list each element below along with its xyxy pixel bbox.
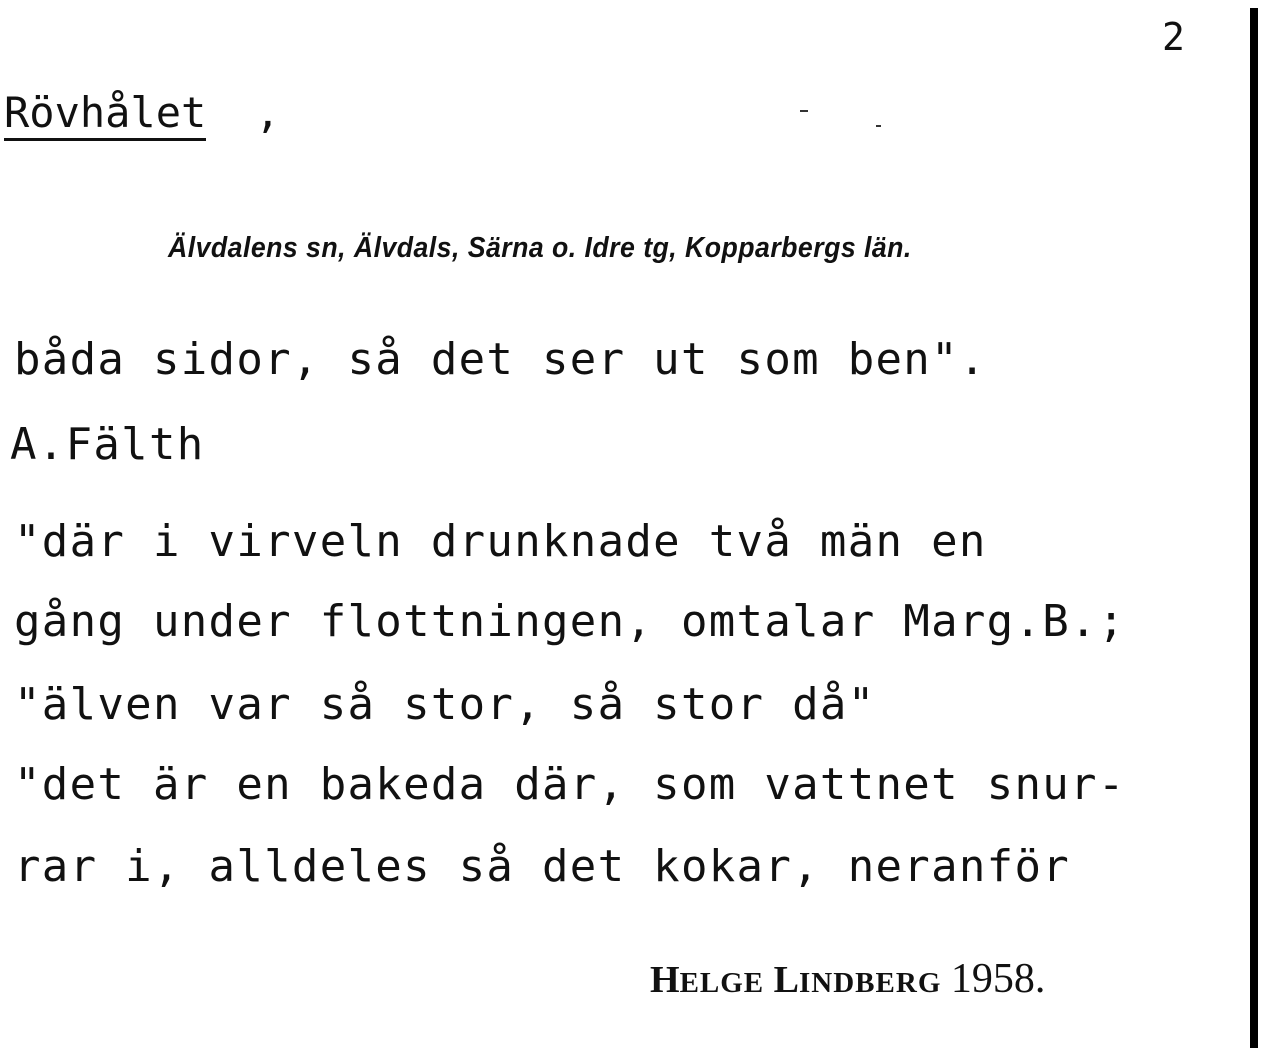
text-line-1: båda sidor, så det ser ut som ben". — [14, 334, 987, 385]
signature-first-rest: ELGE — [679, 967, 765, 999]
card-title-punctuation: , — [255, 88, 281, 137]
collector-signature — [650, 958, 1045, 1000]
parish-location-header: Älvdalens sn, Älvdals, Särna o. Idre tg, Kopparbergs län. — [168, 232, 912, 264]
card-edge-border — [1250, 8, 1258, 1048]
signature-last-rest: INDBERG — [799, 967, 942, 999]
card-title: Rövhålet — [4, 92, 206, 141]
signature-last-initial: L — [773, 959, 800, 1001]
text-line-3: "där i virveln drunknade två män en — [14, 516, 987, 567]
text-line-4: gång under flottningen, omtalar Marg.B.; — [14, 596, 1126, 647]
text-line-6: "det är en bakeda där, som vattnet snur- — [14, 759, 1126, 810]
text-line-informant: A.Fälth — [10, 419, 205, 470]
text-line-5: "älven var så stor, så stor då" — [14, 679, 876, 730]
signature-first-initial: H — [650, 959, 680, 1001]
ink-speck — [800, 110, 808, 112]
signature-year: 1958. — [950, 956, 1046, 1002]
ink-speck — [876, 125, 881, 127]
text-line-7: rar i, alldeles så det kokar, neranför — [14, 841, 1071, 892]
page-number: 2 — [1162, 15, 1185, 59]
